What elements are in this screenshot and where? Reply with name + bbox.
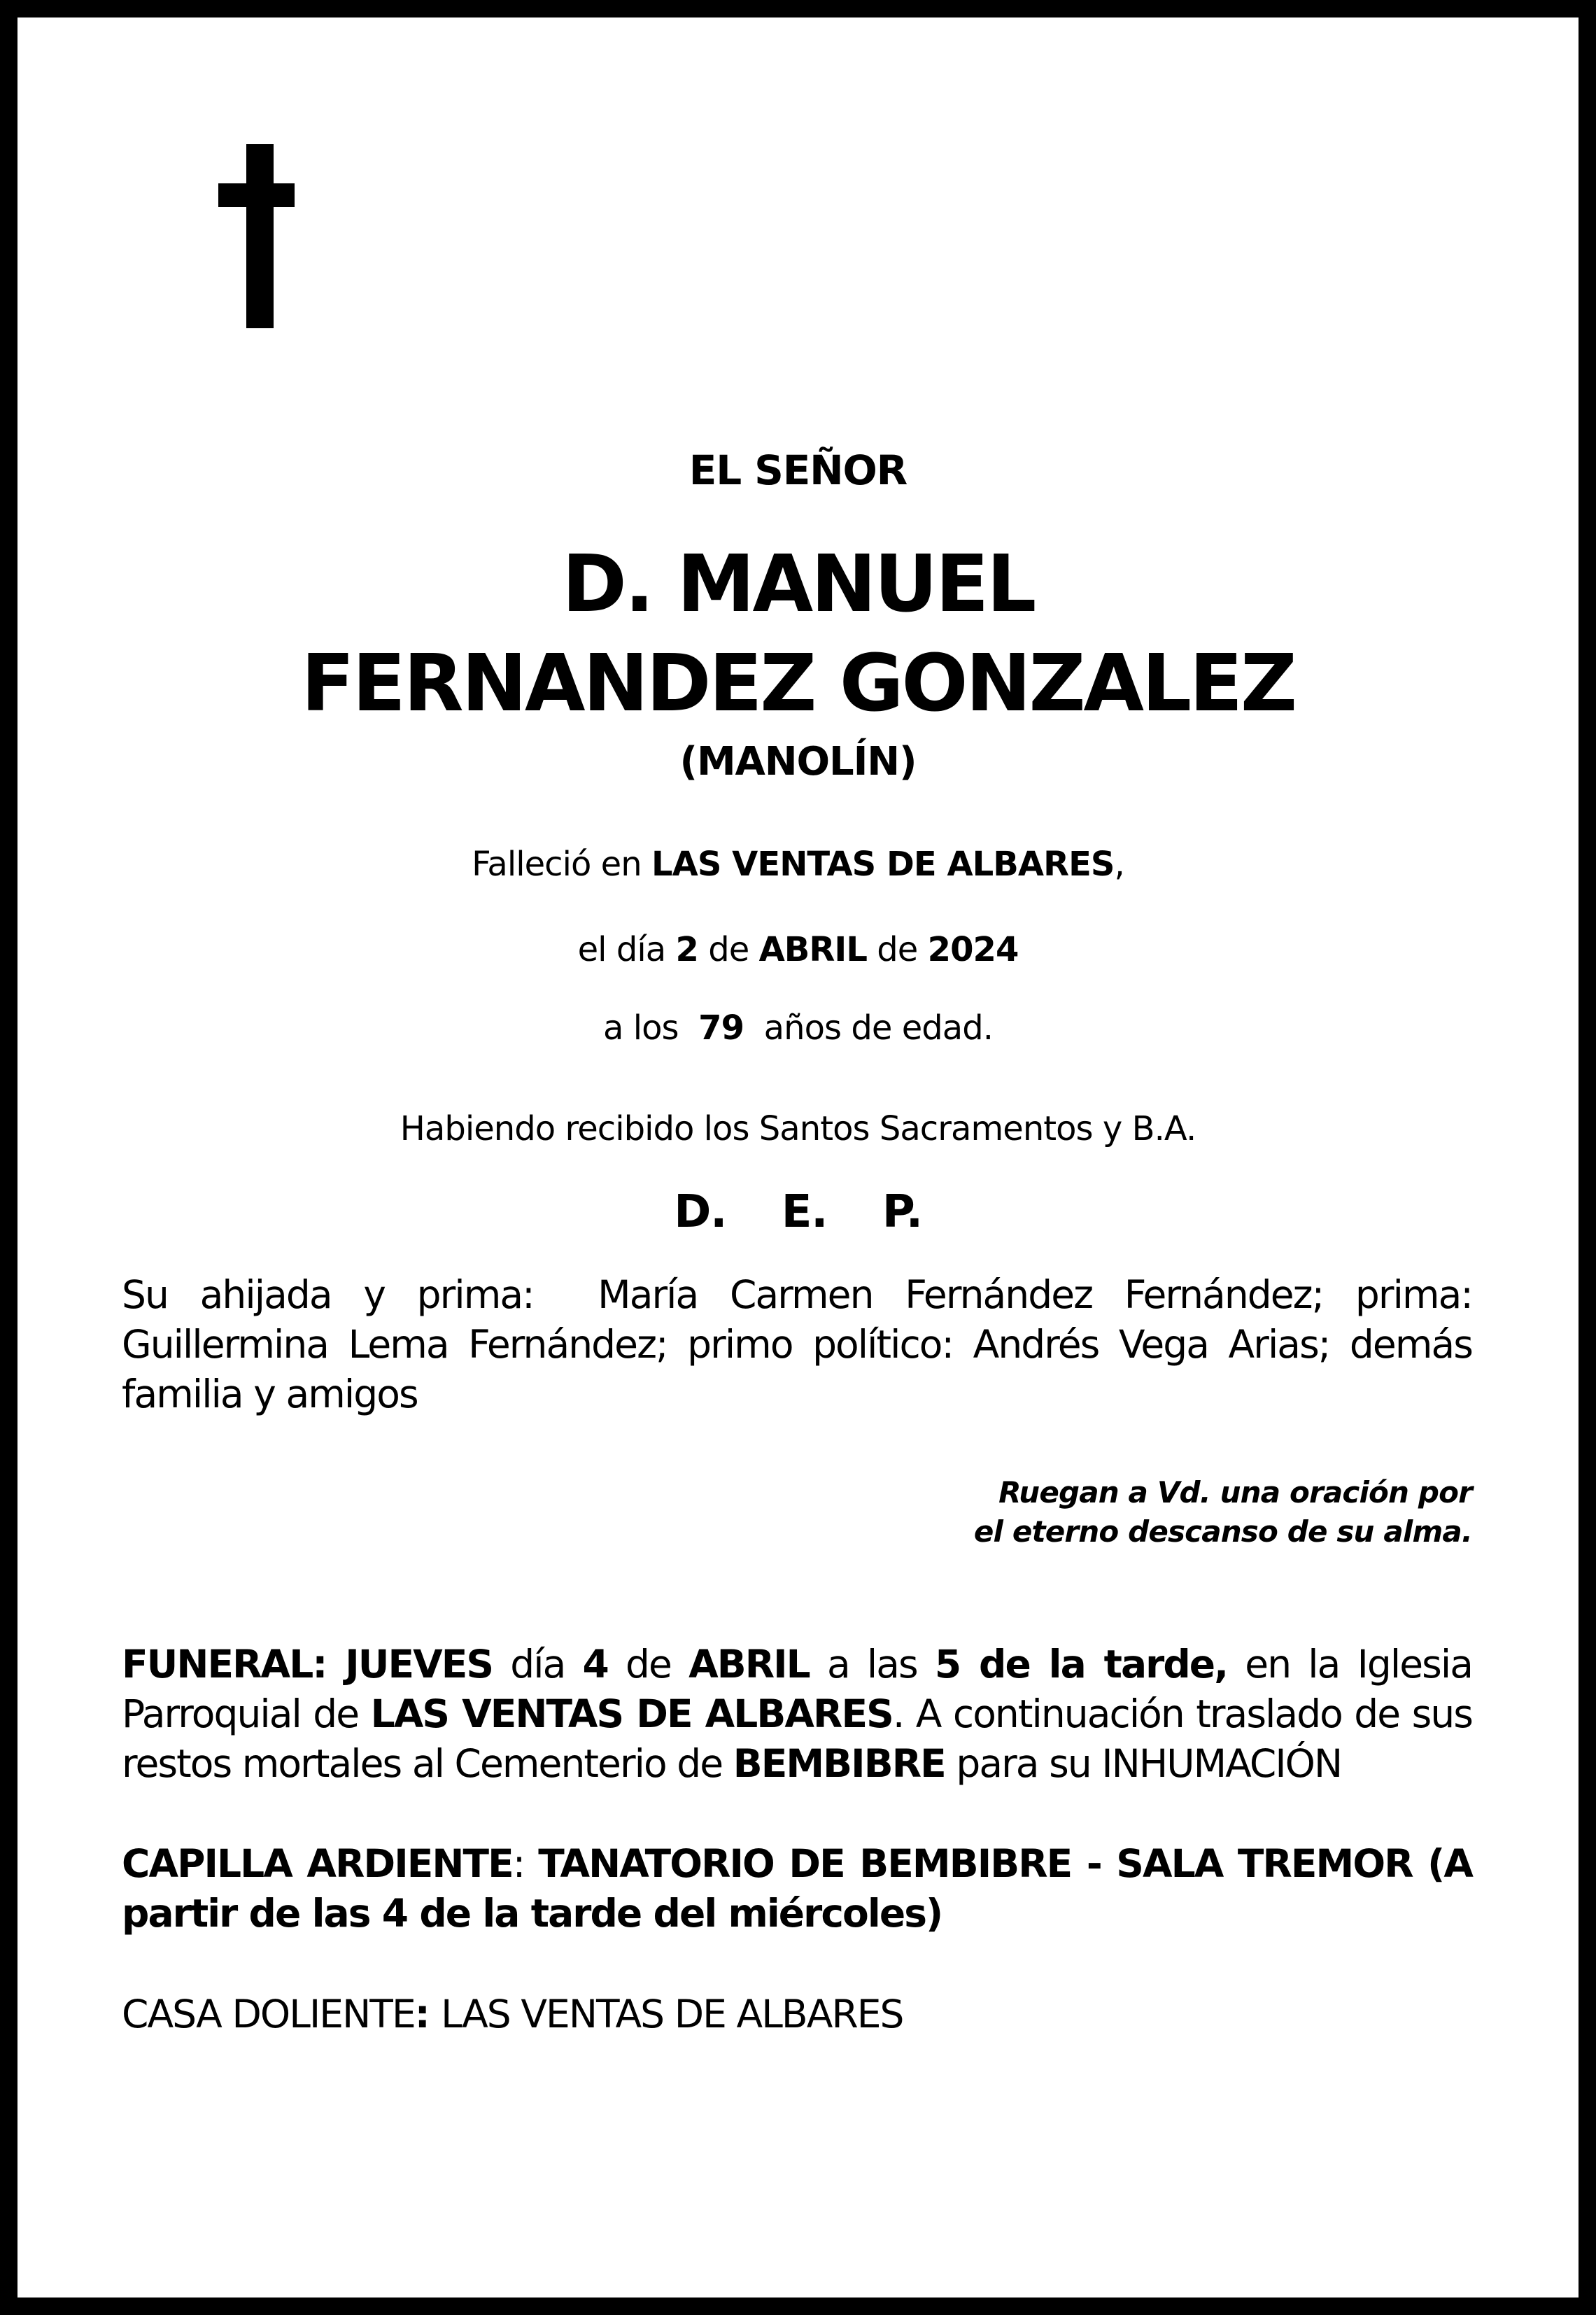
death-day: 2: [675, 930, 698, 969]
funeral-month: ABRIL: [688, 1642, 810, 1687]
death-month: ABRIL: [758, 930, 867, 969]
chapel-label: CAPILLA ARDIENTE: [122, 1841, 513, 1886]
age-line: [17, 1006, 1579, 1050]
funeral-text: en la Iglesia Parroquial de: [122, 1642, 1472, 1736]
funeral-label: FUNERAL:: [122, 1642, 346, 1687]
funeral-time: 5 de la tarde,: [934, 1642, 1228, 1687]
chapel-text: TANATORIO DE BEMBIBRE - SALA TREMOR (A partir de las 4 de la tarde del miércoles): [122, 1841, 1472, 1936]
age-value: 79: [698, 1008, 744, 1048]
mourning-house-text: LAS VENTAS DE ALBARES: [441, 1992, 903, 2036]
death-place-line: [17, 842, 1579, 887]
death-place-suffix: ,: [1114, 845, 1124, 884]
age-prefix: a los: [602, 1008, 688, 1048]
date-separator: de: [866, 930, 928, 969]
date-prefix: el día: [577, 930, 676, 969]
prayer-line1: Ruegan a Vd. una oración por: [998, 1475, 1472, 1510]
family-paragraph: Su ahijada y prima: María Carmen Fernández Fernández; prima: Guillermina Lema Fernández; primo político: Andrés Vega Arias; demás familia y amigos: [122, 1272, 1483, 1416]
title-prefix: EL SEÑOR: [688, 446, 908, 494]
prayer-line2: el eterno descanso de su alma.: [973, 1514, 1472, 1549]
chapel-colon: :: [512, 1841, 539, 1886]
sacraments-line: Habiendo recibido los Santos Sacramentos y B.A.: [400, 1109, 1196, 1148]
date-separator: de: [698, 930, 759, 969]
funeral-cemetery: BEMBIBRE: [733, 1741, 945, 1786]
cross-horizontal-bar: [218, 183, 295, 207]
deceased-name-line2: FERNANDEZ GONZALEZ: [301, 638, 1295, 729]
death-place-prefix: Falleció en: [472, 845, 651, 884]
death-date-line: [17, 927, 1579, 972]
prayer-request: [974, 1473, 1472, 1551]
rip-line: D. E. P.: [674, 1186, 922, 1238]
funeral-text: de: [607, 1642, 689, 1687]
deceased-nickname: (MANOLÍN): [679, 739, 917, 784]
death-place: LAS VENTAS DE ALBARES: [651, 845, 1115, 884]
mourning-house-paragraph: [122, 1990, 1472, 2039]
death-year: 2024: [927, 930, 1019, 969]
obituary-notice: [17, 17, 1579, 2298]
funeral-text: . A continuación traslado de sus restos mortales al Cementerio de: [122, 1691, 1473, 1786]
chapel-paragraph: [122, 1839, 1472, 1938]
funeral-text: a las: [809, 1642, 935, 1687]
age-suffix: años de edad.: [754, 1008, 994, 1048]
funeral-day: 4: [582, 1642, 608, 1687]
funeral-weekday: JUEVES: [345, 1642, 493, 1687]
cross-vertical-bar: [246, 144, 274, 328]
mourning-house-colon: :: [414, 1992, 442, 2036]
funeral-church-place: LAS VENTAS DE ALBARES: [370, 1691, 893, 1736]
funeral-text: para su INHUMACIÓN: [945, 1741, 1342, 1786]
mourning-house-label: CASA DOLIENTE: [122, 1992, 415, 2036]
funeral-paragraph: [122, 1640, 1472, 1789]
funeral-text: día: [493, 1642, 583, 1687]
deceased-name-line1: D. MANUEL: [562, 539, 1034, 630]
